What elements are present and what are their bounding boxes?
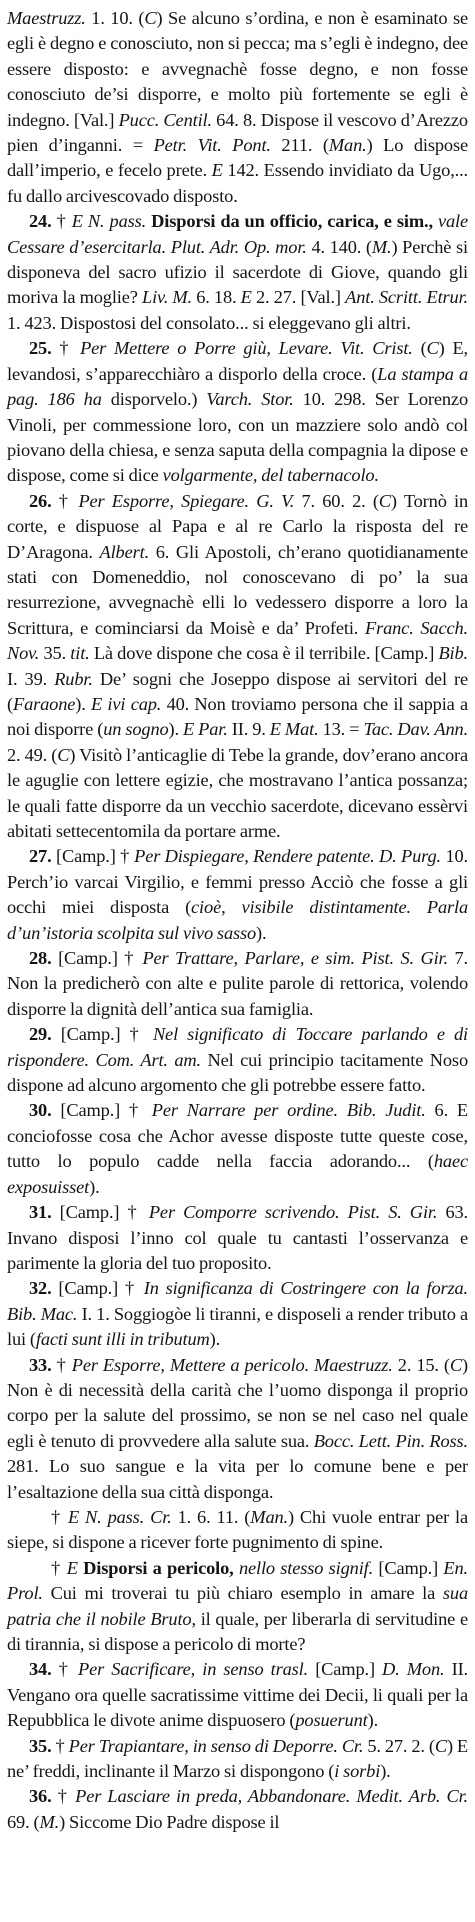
dictionary-paragraph: 27. [Camp.] † Per Dispiegare, Rendere patente. D. Purg. 10. Perch’io varcai Virgilio, e femmi presso Acciò che fosse a gli occhi miei disposta (cioè, visibile distintamente. Parla d’un’istoria scolpita sul vivo sasso).	[7, 846, 468, 943]
dictionary-paragraph: 28. [Camp.] † Per Trattare, Parlare, e sim. Pist. S. Gir. 7. Non la predicherò con alte e pulite parole di rettorica, volendo disporre la dignità dell’antica sua famiglia.	[7, 948, 468, 1019]
dictionary-paragraph: † E Disporsi a pericolo, nello stesso signif. [Camp.] En. Prol. Cui mi troverai tu più chiaro esemplo in amare la sua patria che il nobile Bruto, il quale, per liberarla di servitudine e di tirannia, si dispose a pericolo di morte?	[7, 1557, 468, 1654]
dictionary-paragraph: 31. [Camp.] † Per Comporre scrivendo. Pist. S. Gir. 63. Invano disposi l’inno col quale tu cantasti l’osservanza e parimente la gloria del tuo proposito.	[7, 1202, 468, 1273]
dictionary-paragraph: 30. [Camp.] † Per Narrare per ordine. Bib. Judit. 6. E conciofosse cosa che Achor avesse disposte tutte queste cose, tutto lo populo cadde nella faccia adorando... (haec exposuisset).	[7, 1100, 468, 1197]
dictionary-paragraph: 26. † Per Esporre, Spiegare. G. V. 7. 60. 2. (C) Tornò in corte, e dispuose al Papa e al re Carlo la risposta del re D’Aragona. Albert. 6. Gli Apostoli, ch’erano quotidianamente stati con Domeneddio, nol conoscevano di po’ la sua resurrezione, avvegnachè elli lo vedessero disporre a loro la Scrittura, e cominciarsi da Moisè e da’ Profeti. Franc. Sacch. Nov. 35. tit. Là dove dispone che cosa è il terribile. [Camp.] Bib. I. 39. Rubr. De’ sogni che Joseppo dispose ai servitori del re (Faraone). E ivi cap. 40. Non troviamo persona che il sappia a noi disporre (un sogno). E Par. II. 9. E Mat. 13. = Tac. Dav. Ann. 2. 49. (C) Visitò l’anticaglie di Tebe la grande, dov’erano ancora le aguglie con lettere egizie, che mostravano l’antica possanza; le quali fatte disporre da un vecchio sacerdote, dicevano essèrvi abitati settecentomila da portare arme.	[7, 490, 469, 841]
dictionary-paragraph: 29. [Camp.] † Nel significato di Toccare parlando e di rispondere. Com. Art. am. Nel cui principio tacitamente Noso dispone ad alcuno argomento che gli potrebbe essere fatto.	[7, 1024, 468, 1096]
dictionary-paragraph: 25. † Per Mettere o Porre giù, Levare. Vit. Crist. (C) E, levandosi, s’apparecchiàro a disporlo della croce. (La stampa a pag. 186 ha disporvelo.) Varch. Stor. 10. 298. Ser Lorenzo Vinoli, per commessione loro, con un mazziere solo andò col piovano della chiesa, e senza saputa della compagnia la dipose e dispose, come si dice volgarmente, del tabernacolo.	[7, 338, 468, 486]
dictionary-paragraph: 33. † Per Esporre, Mettere a pericolo. Maestruzz. 2. 15. (C) Non è di necessità della carità che l’uomo disponga il proprio corpo per la salute del prossimo, se non se nel caso nel quale egli è tenuto di provvedere alla salute sua. Bocc. Lett. Pin. Ross. 281. Lo suo sangue e la vita per lo comune bene e per l’esaltazione della sua città disponga.	[7, 1354, 469, 1502]
dictionary-entry-column	[7, 6, 468, 1835]
dictionary-paragraph: 36. † Per Lasciare in preda, Abbandonare. Medit. Arb. Cr. 69. (M.) Siccome Dio Padre dispose il	[7, 1786, 469, 1832]
dictionary-paragraph: Maestruzz. 1. 10. (C) Se alcuno s’ordina, e non è esaminato se egli è degno e conosciuto, non si pecca; ma s’egli è indegno, dee essere disposto: e avvegnachè fosse degno, e non fosse conosciuto de’si disporre, e molto più fortemente se egli è indegno. [Val.] Pucc. Centil. 64. 8. Dispose il vescovo d’Arezzo pien d’inganni. = Petr. Vit. Pont. 211. (Man.) Lo dispose dall’imperio, e fecelo prete. E 142. Essendo invidiato da Ugo,... fu dallo arcivescovado disposto.	[7, 8, 468, 206]
dictionary-paragraph: 24. † E N. pass. Disporsi da un officio, carica, e sim., vale Cessare d’esercitarla. Plut. Adr. Op. mor. 4. 140. (M.) Perchè si disponeva del sacro ufizio il sacerdote di Giove, quando gli moriva la moglie? Liv. M. 6. 18. E 2. 27. [Val.] Ant. Scritt. Etrur. 1. 423. Dispostosi del consolato... si eleggevano gli altri.	[7, 211, 468, 333]
dictionary-paragraph: 35. † Per Trapiantare, in senso di Deporre. Cr. 5. 27. 2. (C) E ne’ freddi, inclinante il Marzo si dispongono (i sorbi).	[7, 1735, 469, 1782]
dictionary-paragraph: 34. † Per Sacrificare, in senso trasl. [Camp.] D. Mon. II. Vengano ora quelle sacratissime vittime dei Decii, li quali per la Repubblica le divote anime dispuosero (posuerunt).	[7, 1659, 468, 1731]
dictionary-paragraph: 32. [Camp.] † In significanza di Costringere con la forza. Bib. Mac. I. 1. Soggiogòe li tiranni, e disposeli a render tributo a lui (facti sunt illi in tributum).	[7, 1278, 468, 1350]
dictionary-paragraph: † E N. pass. Cr. 1. 6. 11. (Man.) Chi vuole entrar per la siepe, si dispone a ricever forte pugnimento di spine.	[7, 1506, 468, 1553]
